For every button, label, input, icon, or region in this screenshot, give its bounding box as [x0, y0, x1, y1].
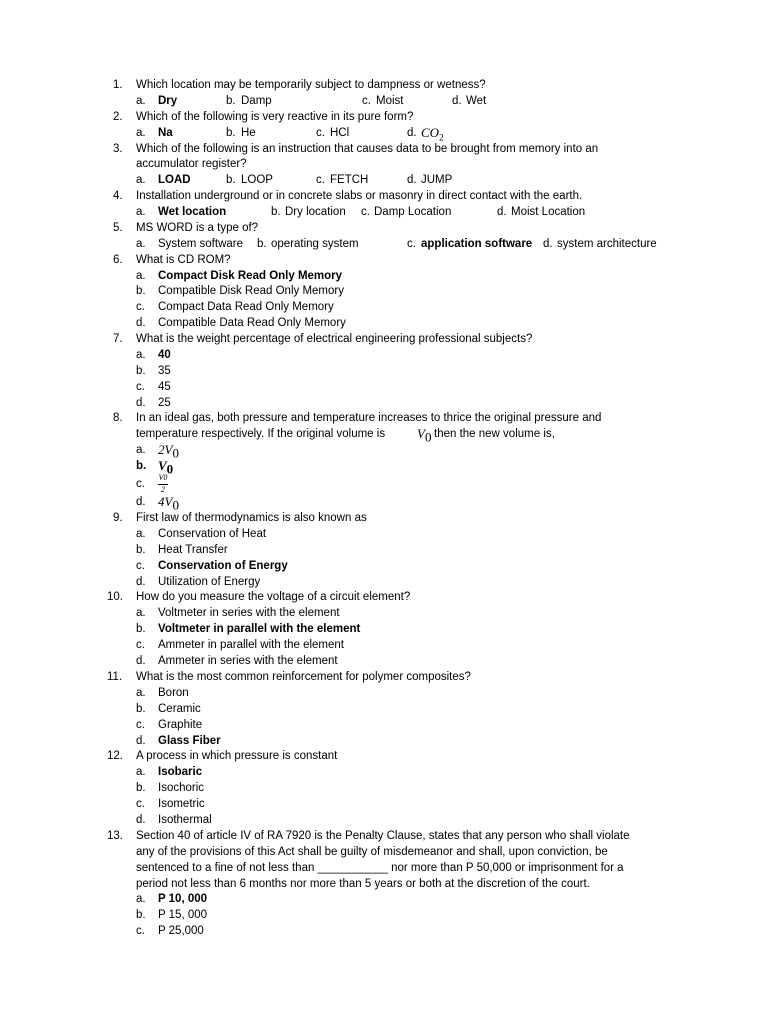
option-label: b.: [136, 782, 146, 794]
option-label: d.: [136, 655, 146, 667]
option-label: d.: [136, 496, 146, 508]
option-label: b.: [226, 127, 236, 139]
option-text: HCl: [330, 127, 350, 139]
question-number: 11.: [107, 671, 123, 683]
question-text: How do you measure the voltage of a circuit element?: [136, 591, 411, 603]
option-text: 40: [158, 349, 171, 361]
fraction-denominator: 2: [161, 485, 165, 494]
option-label: d.: [497, 206, 507, 218]
option-label: a.: [136, 238, 146, 250]
option-text: Na: [158, 127, 173, 139]
option-label: a.: [136, 206, 146, 218]
option-label: d.: [136, 814, 146, 826]
option-label: a.: [136, 349, 146, 361]
option-label: c.: [362, 95, 371, 107]
option-label: b.: [226, 174, 236, 186]
option-label: a.: [136, 687, 146, 699]
option-label: c.: [136, 639, 145, 651]
formula-subscript: 0: [172, 445, 179, 461]
option-label: b.: [226, 95, 236, 107]
question-text: First law of thermodynamics is also known as: [136, 512, 367, 524]
option-text: JUMP: [421, 174, 453, 186]
option-label: c.: [136, 719, 145, 731]
option-text: Damp: [241, 95, 272, 107]
question-number: 9.: [113, 512, 123, 524]
option-text: 35: [158, 365, 171, 377]
option-text: Damp Location: [374, 206, 452, 218]
option-label: c.: [316, 127, 325, 139]
question-number: 3.: [113, 143, 123, 155]
option-text: Utilization of Energy: [158, 576, 261, 588]
option-label: d.: [136, 317, 146, 329]
question-number: 2.: [113, 111, 123, 123]
option-label: a.: [136, 174, 146, 186]
option-text: Compact Disk Read Only Memory: [158, 270, 343, 282]
question-number: 12.: [107, 750, 123, 762]
question-number: 13.: [107, 830, 123, 842]
option-text: Wet: [466, 95, 487, 107]
option-label: c.: [136, 478, 145, 490]
formula-subscript: 2: [439, 132, 444, 143]
option-text: Moist Location: [511, 206, 586, 218]
option-text: Ammeter in parallel with the element: [158, 639, 344, 651]
option-text: P 15, 000: [158, 909, 208, 921]
question-number: 1.: [113, 79, 123, 91]
option-text: Glass Fiber: [158, 735, 221, 747]
option-text: application software: [421, 238, 533, 250]
option-text: System software: [158, 238, 243, 250]
question-text: accumulator register?: [136, 158, 247, 170]
option-label: c.: [361, 206, 370, 218]
option-label: c.: [136, 381, 145, 393]
option-text: Heat Transfer: [158, 544, 228, 556]
option-label: d.: [452, 95, 462, 107]
option-text: LOAD: [158, 174, 191, 186]
option-text: Conservation of Energy: [158, 560, 288, 572]
option-label: d.: [407, 174, 417, 186]
option-text: Compatible Data Read Only Memory: [158, 317, 346, 329]
question-number: 10.: [107, 591, 123, 603]
question-text: What is CD ROM?: [136, 254, 231, 266]
option-text: Isothermal: [158, 814, 212, 826]
option-label: a.: [136, 127, 146, 139]
option-text: system architecture: [557, 238, 657, 250]
variable-v0: [417, 426, 431, 444]
option-text: 45: [158, 381, 171, 393]
option-text: Dry location: [285, 206, 346, 218]
option-text: Compact Data Read Only Memory: [158, 301, 334, 313]
option-label: a.: [136, 893, 146, 905]
option-text: He: [241, 127, 256, 139]
question-text: MS WORD is a type of?: [136, 222, 259, 234]
option-label: b.: [136, 285, 146, 297]
option-text: Boron: [158, 687, 189, 699]
option-label: a.: [136, 766, 146, 778]
question-text: Section 40 of article IV of RA 7920 is the Penalty Clause, states that any person who shall violate: [136, 830, 630, 842]
question-text: In an ideal gas, both pressure and temperature increases to thrice the original pressure and: [136, 412, 602, 424]
formula-subscript: 0: [172, 497, 179, 513]
option-label: d.: [136, 576, 146, 588]
question-text: Which of the following is an instruction that causes data to be brought from memory into an: [136, 143, 599, 155]
question-text: any of the provisions of this Act shall be guilty of misdemeanor and shall, upon conviction, be: [136, 846, 608, 858]
option-label: d.: [407, 127, 417, 139]
option-text: 25: [158, 397, 171, 409]
option-label: a.: [136, 270, 146, 282]
question-number: 5.: [113, 222, 123, 234]
option-label: c.: [407, 238, 416, 250]
option-text: LOOP: [241, 174, 273, 186]
option-label: a.: [136, 444, 146, 456]
option-text: operating system: [271, 238, 359, 250]
option-label: d.: [543, 238, 553, 250]
option-text: Voltmeter in series with the element: [158, 607, 340, 619]
option-text: Isochoric: [158, 782, 205, 794]
option-label: d.: [136, 735, 146, 747]
question-text: What is the most common reinforcement for polymer composites?: [136, 671, 471, 683]
question-text: A process in which pressure is constant: [136, 750, 338, 762]
question-text: temperature respectively. If the original volume is: [136, 428, 386, 440]
option-text: P 10, 000: [158, 893, 208, 905]
formula-base: V: [158, 458, 167, 473]
variable-base: V: [417, 426, 425, 441]
option-text: Isometric: [158, 798, 205, 810]
question-text: then the new volume is,: [434, 428, 555, 440]
option-text: Conservation of Heat: [158, 528, 267, 540]
question-number: 6.: [113, 254, 123, 266]
formula-base: 2V: [158, 442, 173, 457]
option-label: b.: [257, 238, 267, 250]
option-formula: [158, 494, 179, 512]
fraction-numerator: V0: [158, 473, 168, 482]
option-text: Graphite: [158, 719, 203, 731]
option-text: Isobaric: [158, 766, 203, 778]
option-text: Compatible Disk Read Only Memory: [158, 285, 344, 297]
option-text: P 25,000: [158, 925, 204, 937]
option-text: Ammeter in series with the element: [158, 655, 338, 667]
option-text: Wet location: [158, 206, 227, 218]
question-text: sentenced to a fine of not less than ___________ nor more than P 50,000 or imprisonment for a: [136, 862, 624, 874]
option-label: b.: [136, 909, 146, 921]
option-text: Ceramic: [158, 703, 201, 715]
option-label: b.: [136, 544, 146, 556]
option-label: c.: [136, 925, 145, 937]
formula-subscript: 0: [166, 461, 174, 477]
option-label: c.: [136, 301, 145, 313]
option-label: b.: [136, 703, 146, 715]
formula-base: CO: [421, 125, 440, 140]
formula-base: 4V: [158, 494, 173, 509]
option-text: Dry: [158, 95, 178, 107]
variable-subscript: 0: [424, 429, 432, 445]
option-label: c.: [136, 560, 145, 572]
option-label: b.: [136, 365, 146, 377]
option-label: c.: [136, 798, 145, 810]
option-label: d.: [136, 397, 146, 409]
question-text: period not less than 6 months nor more than 5 years or both at the discretion of the court.: [136, 878, 590, 890]
option-text: Moist: [376, 95, 404, 107]
option-label: b.: [136, 623, 146, 635]
option-text: Voltmeter in parallel with the element: [158, 623, 361, 635]
question-number: 7.: [113, 333, 123, 345]
option-label: a.: [136, 95, 146, 107]
option-text: FETCH: [330, 174, 369, 186]
question-text: What is the weight percentage of electrical engineering professional subjects?: [136, 333, 533, 345]
question-text: Installation underground or in concrete slabs or masonry in direct contact with the earth.: [136, 190, 583, 202]
option-label: b.: [271, 206, 281, 218]
question-text: Which of the following is very reactive in its pure form?: [136, 111, 414, 123]
option-label: c.: [316, 174, 325, 186]
option-label: a.: [136, 528, 146, 540]
option-label: a.: [136, 607, 146, 619]
question-number: 8.: [113, 412, 123, 424]
question-number: 4.: [113, 190, 123, 202]
option-label: b.: [136, 460, 147, 472]
question-text: Which location may be temporarily subject to dampness or wetness?: [136, 79, 486, 91]
